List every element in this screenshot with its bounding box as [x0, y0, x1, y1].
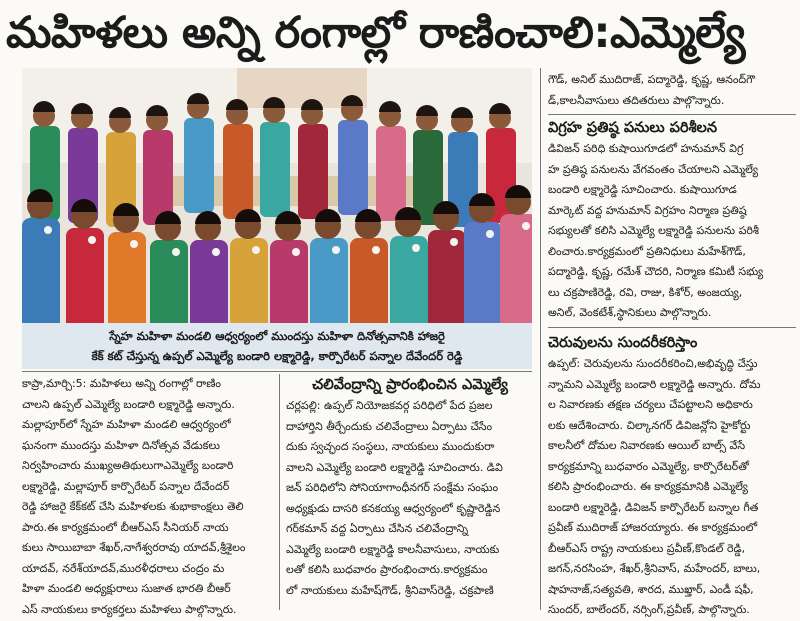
divider [22, 371, 532, 372]
article-main [22, 374, 272, 620]
photo-caption [22, 323, 532, 369]
article-line: పద్మారెడ్డి, కృష్ణ, రమేశ్ చౌదరి, నిర్మాణ కమిటీ సభ్యు [548, 265, 764, 278]
person-front-body [500, 214, 532, 323]
article-line: బండారి లక్ష్మారెడ్డి సూచించారు. కుషాయిగూడ [548, 183, 737, 196]
article-line: యాదవ్, నరేశ్‌యాదవ్,మురళీధరాలు చంద్రం మ [22, 561, 225, 575]
article-line: పారు.ఈ కార్యక్రమంలో బీఆర్‌ఎస్ సీనియర్ నాయ [22, 520, 229, 534]
article-line: డివిజన్ పరిధి కుషాయిగూడలో హనుమాన్ విగ్ర [548, 142, 744, 155]
divider [548, 114, 796, 115]
divider [548, 327, 796, 328]
badge [412, 244, 420, 252]
article-line: నిర్వహించారు ముఖ్యఅతిథులుగాఎమ్మెల్యే బండారి [22, 459, 234, 472]
article-title: విగ్రహ ప్రతిష్ఠ పనులు పరిశీలన [548, 120, 718, 136]
person-back-body [338, 120, 368, 215]
article-line: జగన్,నరసింహ, శేఖర్,శ్రీనివాస్, మహేందర్, బాలు, [548, 562, 761, 575]
article-line: లక్ష్మారెడ్డి, మల్లాపూర్ కార్పొరేటర్ పన్నాల దేవేందర్ [22, 479, 230, 493]
column-divider [279, 374, 280, 610]
badge [88, 236, 96, 244]
article-line: ప్రవీణ్ ముదిరాజ్ హాజరయ్యారు. ఈ కార్యక్రమంలో [548, 521, 758, 534]
article-line: కాప్రా,మార్చి:5: మహిళలు అన్ని రంగాల్లో రాణిం [22, 377, 221, 390]
caption-line-1: స్నేహ మహిళా మండలి ఆధ్వర్యంలో ముందస్తు మహిళా దినోత్సవానికి హాజరై [109, 329, 445, 343]
person-front-body [310, 238, 348, 323]
article-line: డ్,కాలనీవాసులు తదితరులు పాల్గొన్నారు. [548, 93, 725, 107]
person-front-body [66, 228, 104, 323]
article-line: సుందర్, బాలేందర్, నర్సింగ్,ప్రవీణ్, పాల్గొన్నారు. [548, 603, 750, 616]
badge [486, 230, 494, 238]
column-divider [540, 68, 541, 610]
person-back-body [223, 124, 253, 219]
person-front-body [464, 222, 502, 323]
article-line: రెడ్డి హాజరై కేక్‌కట్ చేసి మహిళలకు శుభాకాంక్షలు తెలి [22, 500, 244, 513]
article-line: ఉప్పల్: చెరువులను సుందరీకరించి,అభివృద్ధి చేస్తు [548, 357, 758, 370]
article-line: దుకు స్వచ్ఛంద సంస్థలు, నాయకులు ముందుకురా [286, 440, 495, 453]
badge [44, 226, 52, 234]
article-cheruvulu [548, 332, 796, 621]
article-line: ఘనంగా ముందస్తు మహిళా దినోత్సవ వేడుకలు [22, 438, 220, 452]
article-line: కలిసి ప్రారంభించారు. ఈ కార్యక్రమానికి ఎమ్మెల్యే [548, 480, 748, 493]
article-title: చెరువులను సుందరీకరిస్తాం [548, 335, 698, 351]
person-back-body [184, 118, 214, 213]
badge [450, 238, 458, 246]
article-line: కార్యక్రమాన్ని బుధవారం ఎమ్మెల్యే, కార్పొరేటర్‌తో [548, 459, 749, 473]
article-line: చర్లపల్లి: ఉప్పల్ నియోజకవర్గ పరిధిలో పేద ప్రజల [286, 399, 493, 412]
person-front-body [190, 240, 228, 323]
article-title: చలివేంద్రాన్ని ప్రారంభించిన ఎమ్మెల్యే [312, 377, 508, 393]
article-line: జన్ పరిధిలోని సోనియాగాంధీనగర్ సంక్షేమ సంఘం [286, 481, 499, 494]
badge [252, 246, 260, 254]
person-front-body [150, 240, 188, 323]
article-line: షాహనాజ్,సత్యవతి, శారద, ముఖ్తార్, ఎండీ షఫీ, [548, 582, 754, 596]
person-front-body [390, 236, 428, 323]
article-line: గౌడ్, అనిల్ ముదిరాజ్, పద్మారెడ్డి, కృష్ణ, ఆనంద్‌గౌ [548, 73, 756, 86]
article-line: చాలని ఉప్పల్ ఎమ్మెల్యే బండారి లక్ష్మారెడ్డి అన్నారు. [22, 397, 235, 411]
article-line: లో నాయకులు మహేష్‌గౌడ్, శ్రీనివాస్‌రెడ్డి, చక్రపాణి [286, 583, 494, 597]
article-line: లించారు.కార్యక్రమంలో ప్రతినిధులు మహేశ్‌గౌడ్, [548, 244, 746, 258]
article-vigraha [548, 117, 796, 324]
person-back-body [143, 130, 173, 225]
article-line: కాలనీలో దోమల నివారణకు ఆయిల్ బాల్స్ వేసే [548, 439, 746, 452]
person-back-body [260, 122, 290, 217]
badge [372, 246, 380, 254]
headline: మహిళలు అన్ని రంగాల్లో రాణించాలి:ఎమ్మెల్యే [6, 8, 745, 58]
article-line: ఎస్ నాయకులు కార్యకర్తలు మహిళలు పాల్గొన్నారు. [22, 602, 237, 616]
person-front-body [428, 230, 466, 323]
badge [130, 240, 138, 248]
event-photo [22, 68, 532, 323]
article-line: ఎమ్మెల్యే బండారి లక్ష్మారెడ్డి కాలనీవాసులు, నాయకు [286, 542, 500, 556]
badge [292, 248, 300, 256]
article-line: గర్‌కమాన్ వద్ద ఏర్పాటు చేసిన చలివేంద్రాన్ని [286, 522, 469, 535]
article-line: లకు ఆదేశించారు. చిల్కానగర్ డివిజన్లోని హైకోర్టు [548, 418, 751, 432]
article-line: సభ్యులతో కలిసి ఎమ్మెల్యే లక్ష్మారెడ్డి పనులను పరిశీ [548, 224, 759, 237]
badge [332, 246, 340, 254]
person-front-body [230, 238, 268, 323]
article-line: అనిల్, వెంకటేశ్,స్థానికులు పాల్గొన్నారు. [548, 306, 712, 319]
person-front-body [270, 240, 308, 323]
person-front-body [22, 218, 60, 323]
article-line: హ ప్రతిష్ఠ పనులను వేగవంతం చేయాలని ఎమ్మెల్యే [548, 162, 758, 176]
article-line: వాలని ఎమ్మెల్యే బండారి లక్ష్మారెడ్డి సూచించారు. డివి [286, 460, 503, 474]
article-chalivendram [286, 374, 534, 601]
article-line: మార్కెట్ వద్ద హనుమాన్ విగ్రహం నిర్మాణ ప్రతిష్ఠ [548, 203, 747, 217]
person-front-body [108, 232, 146, 323]
article-line: ల నివారణకు తక్షణ చర్యలు చేపట్టాలని అధికారు [548, 398, 753, 411]
article-line: మల్లాపూర్‌లో స్నేహ మహిళా మండలి ఆధ్వర్యంలో [22, 418, 231, 431]
article-line: లు చక్రపాణిరెడ్డి, రవి, రాజు, కిశోర్, అంజయ్య, [548, 285, 743, 299]
person-back-body [298, 124, 328, 219]
article-line: లతో కలిసి బుధవారం ప్రారంభించారు.కార్యక్రమం [286, 563, 488, 576]
article-line: హిళా మండలి అధ్యక్షురాలు సుజాత భారతి బీఆర్ [22, 582, 231, 595]
caption-line-2: కేక్ కట్ చేస్తున్న ఉప్పల్ ఎమ్మెల్యే బండారి లక్ష్మారెడ్డి, కార్పొరేటర్ పన్నాల దేవేందర్ రెడ్డి [91, 349, 463, 363]
badge [212, 248, 220, 256]
article-line: బీఆర్‌ఎస్ రాష్ట్ర నాయకులు ప్రవీణ్,కొండల్ రెడ్డి, [548, 541, 746, 555]
article-line: న్నామని ఎమ్మెల్యే బండారి లక్ష్మారెడ్డి అన్నారు. దోమ [548, 377, 761, 391]
event-photo-illustration [22, 68, 532, 323]
article-right-top [548, 70, 796, 111]
article-line: దాహార్తిని తీర్చేందుకు చలివేంద్రాలు ఏర్పాటు చేసేం [286, 419, 493, 433]
article-line: బండారి లక్ష్మారెడ్డి, డివిజన్ కార్పొరేటర్ బన్నాల గీత [548, 500, 759, 514]
person-back-body [376, 126, 406, 221]
article-line: అధ్యక్షుడు దాసరి కనకయ్య ఆధ్వర్యంలో కృష్ణారెడ్డిన [286, 501, 501, 515]
badge [172, 248, 180, 256]
person-front-body [350, 238, 388, 323]
badge [522, 222, 530, 230]
article-line: కులు సాయిబాబా శేఖర్,నాగేశ్వరరావు యాదవ్,శ్రీశైలం [22, 541, 246, 554]
